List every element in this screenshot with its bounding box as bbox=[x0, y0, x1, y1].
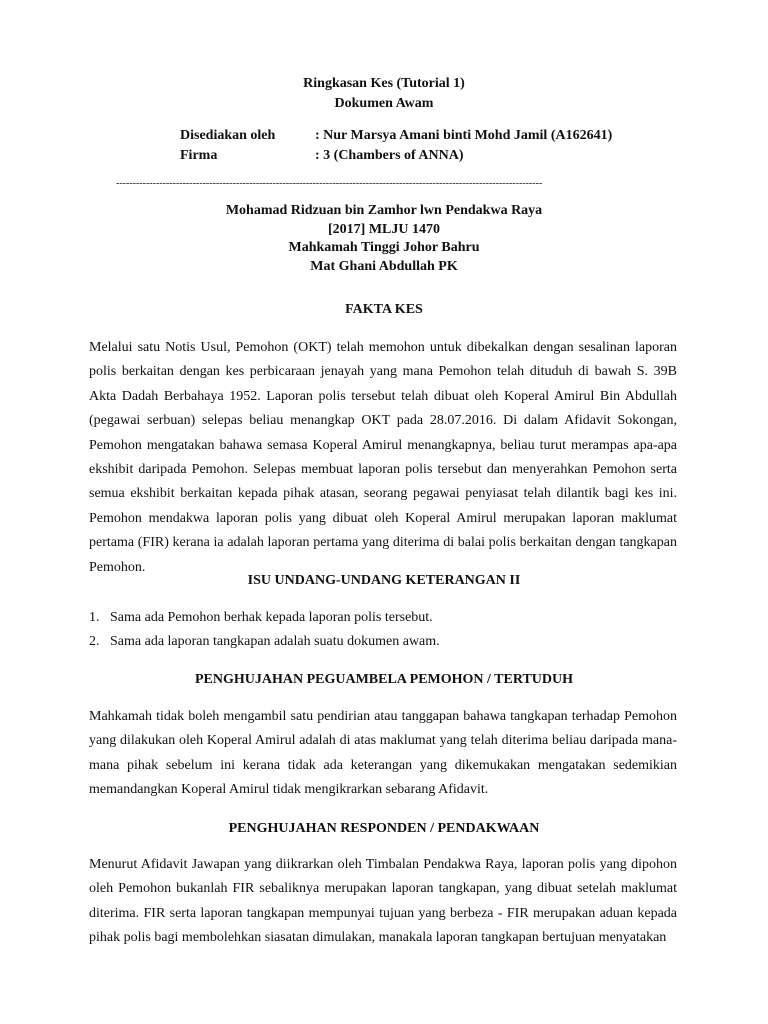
list-item-number: 1. bbox=[89, 610, 100, 625]
facts-paragraph: Melalui satu Notis Usul, Pemohon (OKT) telah memohon untuk dibekalkan dengan sesalinan laporan polis berkaitan dengan kes perbicaraan jenayah yang mana Pemohon telah dituduh di bawah S. 39B Akta Dadah Berbahaya 1952. Laporan polis tersebut telah dibuat oleh Koperal Amirul Bin Abdullah (pegawai serbuan) selepas beliau menangkap OKT pada 28.07.2016. Di dalam Afidavit Sokongan, Pemohon mengatakan bahawa semasa Koperal Amirul menangkapnya, beliau turut merampas apa-apa ekshibit daripada Pemohon. Selepas membuat laporan polis tersebut dan menyerahkan Pemohon serta semua ekshibit berkaitan kepada pihak atasan, seorang pegawai penyiasat telah dilantik bagi kes ini. Pemohon mendakwa laporan polis yang dibuat oleh Koperal Amirul merupakan laporan maklumat pertama (FIR) kerana ia adalah laporan pertama yang diterima di balai polis berkaitan dengan tangkapan Pemohon. bbox=[89, 340, 677, 575]
document-subtitle: Dokumen Awam bbox=[334, 96, 434, 111]
prepared-by-label: Disediakan oleh bbox=[180, 128, 276, 143]
applicant-paragraph: Mahkamah tidak boleh mengambil satu pendirian atau tanggapan bahawa tangkapan terhadap Pemohon yang dilakukan oleh Koperal Amirul adalah di atas maklumat yang telah diterima beliau daripada mana-mana pihak sebelum ini kerana tidak ada keterangan yang dikemukakan mengatakan sedemikian memandangkan Koperal Amirul tidak mengikrarkan sebarang Afidavit. bbox=[89, 709, 677, 798]
issues-list bbox=[89, 606, 677, 654]
respondent-heading: PENGHUJAHAN RESPONDEN / PENDAKWAAN bbox=[228, 821, 540, 836]
facts-heading: FAKTA KES bbox=[345, 302, 423, 317]
case-citation: [2017] MLJU 1470 bbox=[328, 222, 440, 237]
firm-label: Firma bbox=[180, 148, 218, 163]
case-court: Mahkamah Tinggi Johor Bahru bbox=[288, 240, 480, 255]
list-item-text: Sama ada Pemohon berhak kepada laporan polis tersebut. bbox=[110, 610, 433, 625]
list-item-number: 2. bbox=[89, 634, 100, 649]
list-item bbox=[89, 630, 677, 654]
document-title: Ringkasan Kes (Tutorial 1) bbox=[303, 76, 465, 91]
list-item-text: Sama ada laporan tangkapan adalah suatu dokumen awam. bbox=[110, 634, 440, 649]
issues-heading: ISU UNDANG-UNDANG KETERANGAN II bbox=[247, 573, 521, 588]
case-name: Mohamad Ridzuan bin Zamhor lwn Pendakwa Raya bbox=[225, 203, 543, 218]
dashed-divider: -------------------------------------------------------------------------------------------------------------------------------- bbox=[116, 178, 543, 189]
list-item bbox=[89, 606, 677, 630]
case-judge: Mat Ghani Abdullah PK bbox=[310, 259, 458, 274]
applicant-heading: PENGHUJAHAN PEGUAMBELA PEMOHON / TERTUDUH bbox=[194, 672, 574, 687]
respondent-paragraph: Menurut Afidavit Jawapan yang diikrarkan oleh Timbalan Pendakwa Raya, laporan polis yang dipohon oleh Pemohon bukanlah FIR sebaliknya merupakan laporan tangkapan, yang dibuat setelah maklumat diterima. FIR serta laporan tangkapan mempunyai tujuan yang berbeza - FIR merupakan aduan kepada pihak polis bagi membolehkan siasatan dimulakan, manakala laporan tangkapan bertujuan menyatakan bbox=[89, 857, 677, 946]
prepared-by-value: : Nur Marsya Amani binti Mohd Jamil (A162641) bbox=[315, 128, 613, 143]
firm-value: : 3 (Chambers of ANNA) bbox=[315, 148, 464, 163]
